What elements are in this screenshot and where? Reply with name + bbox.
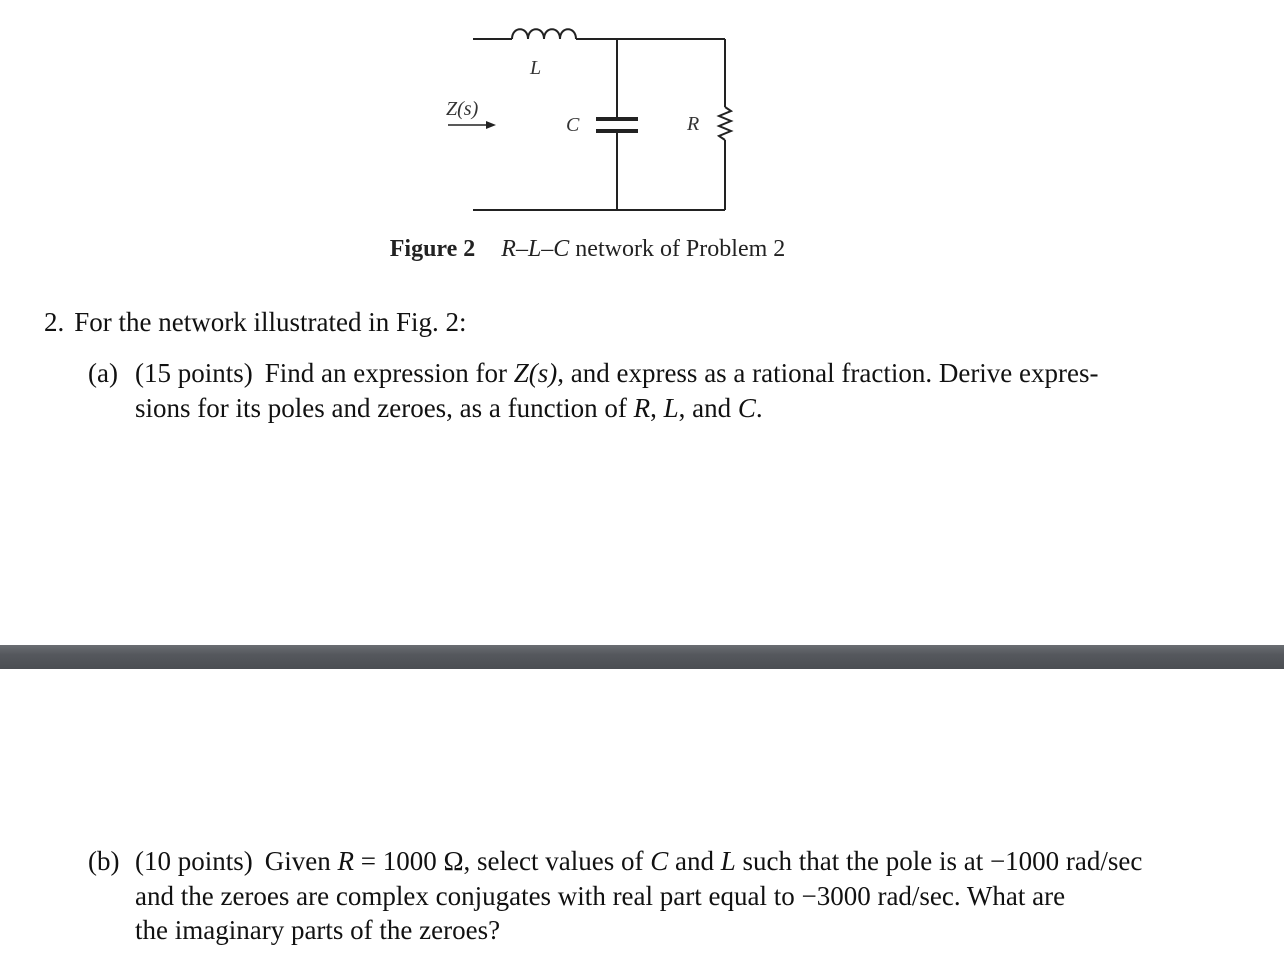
problem-intro: For the network illustrated in Fig. 2: [74, 307, 467, 337]
part-b-points: (10 points) [135, 846, 253, 876]
inductor-coil [512, 29, 576, 39]
figure-network-name: R–L–C [501, 236, 570, 262]
part-a-r: R [633, 392, 651, 423]
part-a-c: C [737, 392, 756, 423]
resistor-label: R [687, 113, 700, 135]
part-b-text-3: and [668, 846, 721, 876]
part-b-r: R [337, 846, 354, 876]
problem-number: 2. [44, 307, 65, 337]
part-b-text-4: such that the pole is at −1000 rad/sec [735, 846, 1143, 876]
rlc-circuit-figure [430, 15, 760, 225]
part-b-c: C [650, 846, 669, 876]
part-a-l: L [663, 392, 679, 423]
part-a-points: (15 points) [135, 358, 253, 388]
part-a-period: . [755, 392, 763, 423]
figure-caption-text: network of Problem 2 [569, 236, 786, 262]
problem-statement [44, 305, 466, 339]
impedance-label: Z(s) [446, 98, 479, 120]
figure-caption [0, 236, 1175, 263]
part-a-text [135, 356, 1208, 425]
part-b-text [135, 844, 1208, 948]
part-a [88, 356, 1208, 425]
part-b [88, 844, 1208, 948]
part-b-label: (b) [88, 846, 120, 876]
impedance-arrow-head [486, 121, 496, 129]
part-a-and: , and [678, 392, 738, 423]
resistor-zigzag [719, 107, 731, 140]
part-a-zs: Z(s) [513, 358, 558, 388]
capacitor-label: C [566, 114, 580, 136]
part-a-text-2: , and express as a rational fraction. Derive expres- [557, 358, 1099, 388]
page-divider-bar [0, 645, 1284, 669]
part-b-text-1: Given [264, 846, 338, 876]
part-b-line-3: the imaginary parts of the zeroes? [135, 915, 501, 945]
part-b-text-2: = 1000 Ω, select values of [353, 846, 651, 876]
part-b-l: L [720, 846, 736, 876]
part-a-text-3: sions for its poles and zeroes, as a function of [135, 392, 634, 423]
part-a-comma: , [650, 392, 664, 423]
part-a-label: (a) [88, 358, 118, 388]
part-a-text-1: Find an expression for [264, 358, 514, 388]
inductor-label: L [530, 57, 542, 79]
part-b-line-2: and the zeroes are complex conjugates with real part equal to −3000 rad/sec. What are [135, 880, 1066, 911]
figure-label: Figure 2 [389, 236, 476, 262]
